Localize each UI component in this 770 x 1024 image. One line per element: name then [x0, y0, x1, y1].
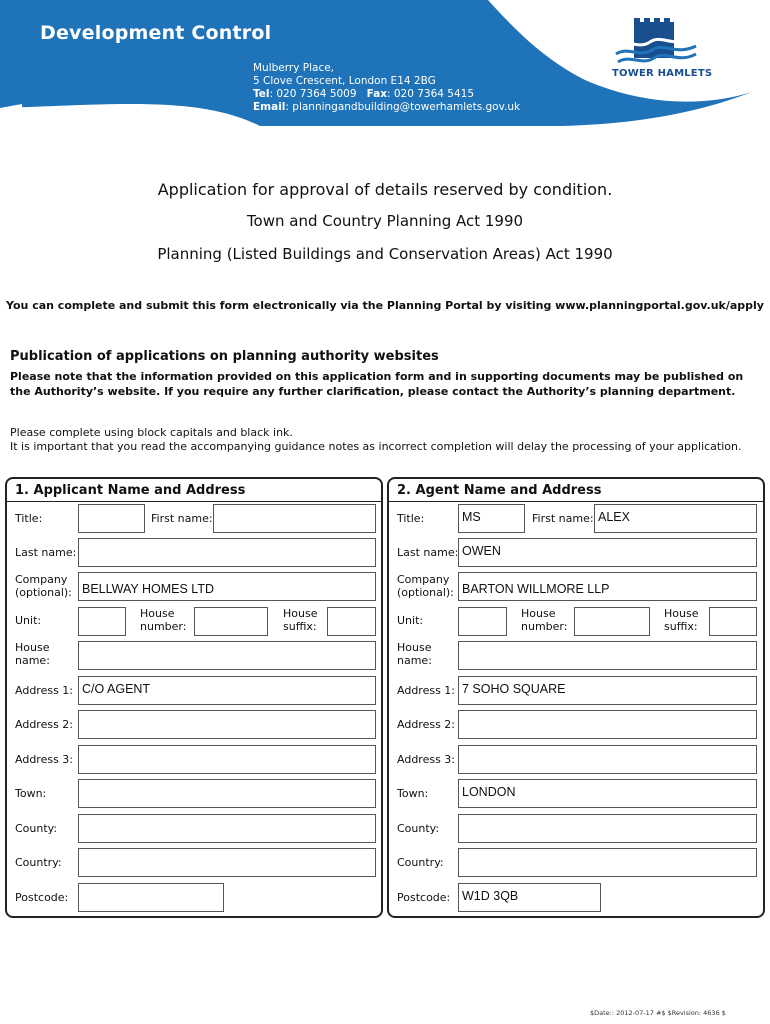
applicant-town-field[interactable] — [78, 779, 376, 808]
country-label: Country: — [15, 856, 62, 869]
company-label-line2: (optional): — [397, 585, 454, 599]
agent-town-field[interactable]: LONDON — [458, 779, 757, 808]
applicant-county-field[interactable] — [78, 814, 376, 843]
house-name-label-line2: name: — [397, 653, 432, 667]
agent-country-field[interactable] — [458, 848, 757, 877]
company-label-line2: (optional): — [15, 585, 72, 599]
tel-value: : 020 7364 5009 — [269, 88, 357, 100]
applicant-section-title: 1. Applicant Name and Address — [15, 483, 246, 498]
address1-label: Address 1: — [397, 684, 456, 697]
country-label: Country: — [397, 856, 444, 869]
title-label: Title: — [397, 512, 425, 525]
county-label: County: — [397, 822, 440, 835]
address3-label: Address 3: — [397, 753, 456, 766]
email-label: Email — [253, 101, 286, 113]
address2-label: Address 2: — [397, 718, 456, 731]
agent-house-number-field[interactable] — [574, 607, 650, 636]
first-name-label: First name: — [151, 512, 213, 525]
address2-label: Address 2: — [15, 718, 74, 731]
instruction-line-1: Please complete using block capitals and black ink. — [10, 426, 293, 439]
first-name-label: First name: — [532, 512, 594, 525]
section-divider — [389, 501, 763, 502]
agent-house-name-field[interactable] — [458, 641, 757, 670]
agent-address3-field[interactable] — [458, 745, 757, 774]
applicant-panel — [5, 477, 383, 918]
agent-postcode-field[interactable]: W1D 3QB — [458, 883, 601, 912]
agent-unit-field[interactable] — [458, 607, 507, 636]
company-label — [397, 574, 454, 599]
agent-county-field[interactable] — [458, 814, 757, 843]
address1-label: Address 1: — [15, 684, 74, 697]
applicant-title-field[interactable] — [78, 504, 145, 533]
house-number-label — [521, 608, 567, 633]
house-number-label-line2: number: — [140, 619, 187, 633]
agent-panel — [387, 477, 765, 918]
agent-first-name-field[interactable]: ALEX — [594, 504, 757, 533]
applicant-address3-field[interactable] — [78, 745, 376, 774]
applicant-company-field[interactable]: BELLWAY HOMES LTD — [78, 572, 376, 601]
portal-notice: You can complete and submit this form electronically via the Planning Portal by visiting www.planningportal.gov.uk/apply — [6, 299, 764, 312]
banner-title: Development Control — [40, 22, 272, 44]
act-title-2: Planning (Listed Buildings and Conservation Areas) Act 1990 — [157, 245, 613, 263]
house-suffix-label-line1: House — [283, 607, 318, 620]
address-line-2: 5 Clove Crescent, London E14 2BG — [253, 75, 436, 87]
house-number-label-line1: House — [140, 607, 175, 620]
instructions — [10, 426, 760, 454]
title-label: Title: — [15, 512, 43, 525]
unit-label: Unit: — [15, 614, 42, 627]
postcode-label: Postcode: — [397, 891, 451, 904]
instruction-line-2: It is important that you read the accompanying guidance notes as incorrect completion will delay the processing of your application. — [10, 440, 742, 453]
house-name-label-line2: name: — [15, 653, 50, 667]
unit-label: Unit: — [397, 614, 424, 627]
applicant-postcode-field[interactable] — [78, 883, 224, 912]
house-number-label-line1: House — [521, 607, 556, 620]
revision-footer: $Date:: 2012-07-17 #$ $Revision: 4636 $ — [590, 1009, 726, 1017]
town-label: Town: — [397, 787, 429, 800]
house-name-label — [15, 642, 50, 667]
applicant-address2-field[interactable] — [78, 710, 376, 739]
applicant-address1-field[interactable]: C/O AGENT — [78, 676, 376, 705]
applicant-first-name-field[interactable] — [213, 504, 376, 533]
applicant-country-field[interactable] — [78, 848, 376, 877]
agent-address2-field[interactable] — [458, 710, 757, 739]
postcode-label: Postcode: — [15, 891, 69, 904]
house-suffix-label — [664, 608, 698, 633]
company-label — [15, 574, 72, 599]
form-title: Application for approval of details reserved by condition. — [157, 180, 613, 199]
county-label: County: — [15, 822, 58, 835]
applicant-unit-field[interactable] — [78, 607, 126, 636]
publication-heading: Publication of applications on planning authority websites — [10, 349, 439, 364]
house-suffix-label-line2: suffix: — [283, 619, 317, 633]
phone-line — [253, 88, 474, 102]
header-banner — [0, 0, 770, 130]
agent-title-field[interactable]: MS — [458, 504, 525, 533]
house-name-label-line1: House — [397, 641, 432, 654]
publication-body: Please note that the information provided on this application form and in supporting documents may be published on the Authority’s website. If you require any further clarification, please contact the Authority’s planning department. — [10, 370, 744, 398]
applicant-house-number-field[interactable] — [194, 607, 268, 636]
house-number-label — [140, 608, 186, 633]
agent-house-suffix-field[interactable] — [709, 607, 757, 636]
email-line — [253, 101, 520, 115]
last-name-label: Last name: — [397, 546, 459, 559]
logo-text: TOWER HAMLETS — [612, 68, 713, 79]
town-label: Town: — [15, 787, 47, 800]
applicant-house-suffix-field[interactable] — [327, 607, 376, 636]
company-label-line1: Company — [15, 573, 68, 586]
house-name-label — [397, 642, 432, 667]
fax-value: : 020 7364 5415 — [386, 88, 475, 100]
house-suffix-label — [283, 608, 317, 633]
applicant-house-name-field[interactable] — [78, 641, 376, 670]
agent-section-title: 2. Agent Name and Address — [397, 483, 602, 498]
house-suffix-label-line2: suffix: — [664, 619, 698, 633]
agent-last-name-field[interactable]: OWEN — [458, 538, 757, 567]
applicant-last-name-field[interactable] — [78, 538, 376, 567]
agent-address1-field[interactable]: 7 SOHO SQUARE — [458, 676, 757, 705]
tel-label: Tel — [253, 88, 270, 100]
act-title-1: Town and Country Planning Act 1990 — [246, 212, 524, 230]
last-name-label: Last name: — [15, 546, 77, 559]
fax-label: Fax — [366, 88, 387, 100]
address3-label: Address 3: — [15, 753, 74, 766]
house-number-label-line2: number: — [521, 619, 568, 633]
agent-company-field[interactable]: BARTON WILLMORE LLP — [458, 572, 757, 601]
house-name-label-line1: House — [15, 641, 50, 654]
company-label-line1: Company — [397, 573, 450, 586]
tower-hamlets-logo-icon — [612, 16, 702, 68]
section-divider — [7, 501, 381, 502]
email-value: : planningandbuilding@towerhamlets.gov.uk — [285, 101, 521, 113]
address-line-1: Mulberry Place, — [253, 62, 335, 74]
house-suffix-label-line1: House — [664, 607, 699, 620]
